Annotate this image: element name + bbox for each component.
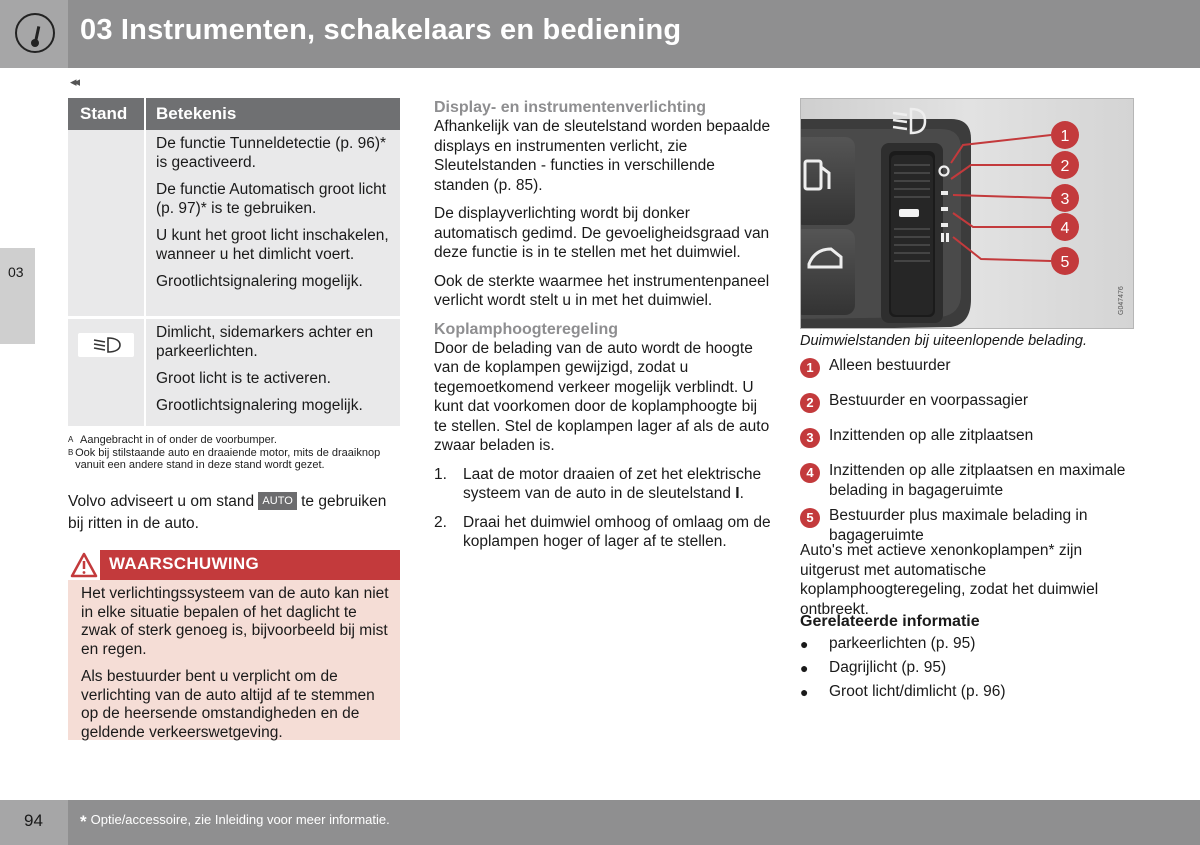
xenon-note: Auto's met actieve xenonkoplampen* zijn uitgerust met automatische koplamphoogteregeling, zodat het duimwiel ontbreekt. <box>800 542 1099 618</box>
bullet-icon: ● <box>800 636 809 652</box>
row1-line1: De functie Tunneldetectie (p. 96)* is geactiveerd. <box>156 135 387 171</box>
list-item <box>800 356 1134 378</box>
chapter-tab-label: 03 <box>8 264 24 280</box>
illustration-caption: Duimwielstanden bij uiteenlopende belading. <box>800 333 1087 349</box>
step-text-bold: I <box>735 485 740 502</box>
middle-column <box>434 98 774 561</box>
page-title: 03 Instrumenten, schakelaars en bediening <box>80 14 682 46</box>
legend-badge: 5 <box>800 508 820 528</box>
advice-before: Volvo adviseert u om stand <box>68 493 255 510</box>
warning-paragraph: Als bestuurder bent u verplicht om de verlichting van de auto altijd af te stemmen op de heersende omstandigheden en de geldende verkeerswetgeving. <box>81 668 375 741</box>
page-footer <box>0 800 1200 845</box>
paragraph: Ook de sterkte waarmee het instrumentenpaneel verlicht wordt stelt u in met het duimwiel. <box>434 272 770 309</box>
paragraph: Door de belading van de auto wordt de hoogte van de koplampen gewijzigd, zodat u tegemoetkomend verkeer mogelijk verblindt. U kunt dat voorkomen door de koplamphoogte bij te stellen. Stel de koplampen lager af als de auto zwaar beladen is. <box>434 339 770 454</box>
light-switch-table <box>68 98 400 426</box>
footer-note <box>80 812 390 832</box>
callout-5-label: 5 <box>1060 254 1070 271</box>
related-link[interactable]: parkeerlichten (p. 95) <box>829 635 976 652</box>
gauge-icon <box>15 13 55 53</box>
table-cell-stand <box>68 130 144 316</box>
callout-2-label: 2 <box>1060 158 1070 175</box>
warning-header <box>68 550 400 580</box>
related-title: Gerelateerde informatie <box>800 613 980 630</box>
footnote-text: Ook bij stilstaande auto en draaiende motor, mits de draaiknop vanuit een andere stand in deze stand wordt gezet. <box>75 446 381 471</box>
chapter-tab[interactable] <box>0 248 35 344</box>
table-header-stand: Stand <box>80 104 128 123</box>
callout-legend <box>800 356 1134 558</box>
footnote-text: Aangebracht in of onder de voorbumper. <box>80 434 277 446</box>
table-cell-betekenis <box>144 130 400 316</box>
auto-badge: AUTO <box>258 492 296 510</box>
section-title-headlight-leveling: Koplamphoogteregeling <box>434 320 618 338</box>
list-item <box>800 391 1134 413</box>
step-text: Draai het duimwiel omhoog of omlaag om de koplampen hoger of lager af te stellen. <box>463 513 771 550</box>
footnote-a <box>68 434 403 447</box>
row2-line1: Dimlicht, sidemarkers achter en parkeerlichten. <box>156 324 374 360</box>
bullet-icon: ● <box>800 684 809 700</box>
paragraph: De displayverlichting wordt bij donker automatisch gedimd. De gevoeligheidsgraad van deze functie is in te stellen met het duimwiel. <box>434 205 770 261</box>
row1-line2: De functie Automatisch groot licht (p. 97)* is te gebruiken. <box>156 181 387 217</box>
step-number: 1. <box>434 465 447 483</box>
footnote-mark: A <box>68 435 74 444</box>
list-item[interactable] <box>800 632 1134 656</box>
thumbwheel-illustration <box>800 98 1134 329</box>
callout-4-label: 4 <box>1060 220 1070 237</box>
step-number: 2. <box>434 513 447 531</box>
auto-advice <box>68 491 398 535</box>
page-number-box <box>0 800 68 845</box>
steps-list <box>434 465 774 552</box>
legend-badge: 1 <box>800 358 820 378</box>
legend-badge: 4 <box>800 463 820 483</box>
paragraph: Afhankelijk van de sleutelstand worden bepaalde displays en instrumenten verlicht, zie Sleutelstanden - functies in verschillende standen (p. 85). <box>434 118 771 194</box>
page-header <box>0 0 1200 68</box>
table-row <box>68 130 400 316</box>
section-title-display-lighting: Display- en instrumentenverlichting <box>434 99 707 116</box>
warning-box <box>68 550 400 740</box>
footer-note-text: Optie/accessoire, zie Inleiding voor meer informatie. <box>90 812 390 827</box>
row1-line3: U kunt het groot licht inschakelen, wanneer u het dimlicht voert. <box>156 227 389 263</box>
warning-triangle-icon <box>68 550 100 580</box>
legend-text: Bestuurder en voorpassagier <box>829 392 1029 409</box>
warning-paragraph: Het verlichtingssysteem van de auto kan niet in elke situatie bepalen of het daglicht te zwak of sterk genoeg is, bijvoorbeeld bij mist en regen. <box>81 585 389 658</box>
list-item[interactable] <box>800 656 1134 680</box>
footnote-b <box>68 447 403 472</box>
page-number: 94 <box>24 811 43 830</box>
step-text-before: Laat de motor draaien of zet het elektrische systeem van de auto in de sleutelstand <box>463 465 762 502</box>
table-footnotes <box>68 434 403 472</box>
warning-body <box>68 580 400 742</box>
chapter-icon-box <box>0 0 68 68</box>
table-row <box>68 316 400 426</box>
option-star: * <box>80 812 87 831</box>
table-header <box>68 98 400 130</box>
list-item <box>800 461 1134 500</box>
list-item[interactable] <box>800 680 1134 704</box>
list-item <box>434 513 774 552</box>
legend-text: Inzittenden op alle zitplaatsen <box>829 427 1034 444</box>
step-text-after: . <box>739 485 744 502</box>
callout-1-label: 1 <box>1060 128 1070 145</box>
table-header-betekenis: Betekenis <box>144 98 400 130</box>
legend-badge: 3 <box>800 428 820 448</box>
bullet-icon: ● <box>800 660 809 676</box>
related-info <box>800 612 1134 704</box>
callout-3-label: 3 <box>1060 191 1070 208</box>
row2-line3: Grootlichtsignalering mogelijk. <box>156 397 363 414</box>
legend-text: Inzittenden op alle zitplaatsen en maximale belading in bagageruimte <box>829 462 1126 499</box>
row2-line2: Groot licht is te activeren. <box>156 370 331 387</box>
related-link[interactable]: Dagrijlicht (p. 95) <box>829 659 947 676</box>
related-list <box>800 632 1134 704</box>
list-item <box>434 465 774 504</box>
footnote-mark: B <box>68 447 74 457</box>
legend-badge: 2 <box>800 393 820 413</box>
back-arrows-icon[interactable]: ◂◂ <box>70 74 78 89</box>
related-link[interactable]: Groot licht/dimlicht (p. 96) <box>829 683 1006 700</box>
list-item <box>800 426 1134 448</box>
legend-text: Alleen bestuurder <box>829 357 951 374</box>
advice-after: te gebruiken bij ritten in de auto. <box>68 493 387 532</box>
legend-text: Bestuurder plus maximale belading in bagageruimte <box>829 507 1088 544</box>
table-cell-betekenis <box>144 319 400 426</box>
list-item <box>800 506 1134 545</box>
warning-title: WAARSCHUWING <box>109 554 259 573</box>
row1-line4: Grootlichtsignalering mogelijk. <box>156 273 363 290</box>
low-beam-icon <box>78 333 134 357</box>
table-cell-stand <box>68 319 144 426</box>
step-text <box>463 465 774 504</box>
illustration-code: G047476 <box>1118 286 1125 315</box>
